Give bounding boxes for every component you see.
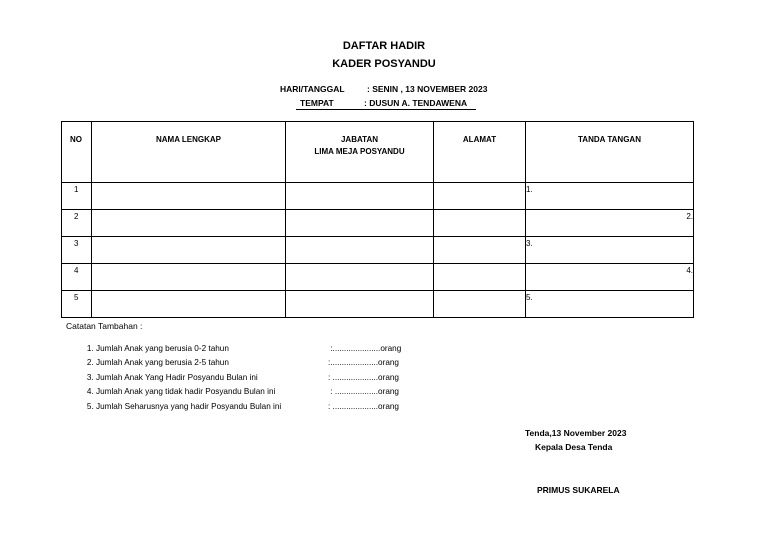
header-underline — [296, 109, 476, 110]
place-value: : DUSUN A. TENDAWENA — [364, 98, 468, 108]
jabatan-cell — [286, 237, 434, 264]
notes-list — [68, 342, 408, 414]
day-value: : SENIN , 13 NOVEMBER 2023 — [367, 84, 488, 94]
table-row — [62, 237, 694, 264]
note-value: :.....................orang — [328, 344, 402, 353]
column-header-alamat: ALAMAT — [434, 122, 526, 183]
attendance-table — [61, 121, 694, 318]
note-value: : ....................orang — [328, 401, 399, 411]
note-label: Jumlah Anak yang tidak hadir Posyandu Bulan ini — [96, 387, 276, 397]
signature-place-date: Tenda,13 November 2023 — [525, 428, 627, 438]
note-value: :.....................orang — [328, 358, 399, 368]
note-value: : ...................orang — [328, 387, 399, 397]
signature-cell: 4. — [526, 264, 694, 291]
signature-cell: 5. — [526, 291, 694, 318]
signature-cell: 1. — [526, 183, 694, 210]
jabatan-cell — [286, 183, 434, 210]
table-row — [62, 264, 694, 291]
signature-name: PRIMUS SUKARELA — [537, 485, 620, 495]
name-cell — [92, 237, 286, 264]
jabatan-cell — [286, 291, 434, 318]
signature-cell: 3. — [526, 237, 694, 264]
address-cell — [434, 183, 526, 210]
document-subtitle: KADER POSYANDU — [332, 58, 436, 70]
column-header-jabatan — [286, 122, 434, 183]
name-cell — [92, 210, 286, 237]
jabatan-cell — [286, 210, 434, 237]
list-item — [96, 342, 408, 356]
column-header-jabatan-sub: LIMA MEJA POSYANDU — [314, 147, 405, 156]
document-title: DAFTAR HADIR — [342, 40, 426, 52]
note-label: Jumlah Seharusnya yang hadir Posyandu Bulan ini — [96, 401, 282, 411]
table-row — [62, 210, 694, 237]
address-cell — [434, 210, 526, 237]
note-label: Jumlah Anak Yang Hadir Posyandu Bulan ini — [96, 372, 258, 382]
name-cell — [92, 264, 286, 291]
signature-cell: 2. — [526, 210, 694, 237]
jabatan-cell — [286, 264, 434, 291]
list-item — [96, 385, 408, 399]
name-cell — [92, 291, 286, 318]
name-cell — [92, 183, 286, 210]
note-label: Jumlah Anak yang berusia 0-2 tahun — [96, 344, 229, 353]
signature-position: Kepala Desa Tenda — [535, 442, 613, 452]
notes-title: Catatan Tambahan : — [66, 321, 143, 331]
table-header-row — [62, 122, 694, 183]
column-header-signature: TANDA TANGAN — [526, 122, 694, 183]
column-header-name: NAMA LENGKAP — [92, 122, 286, 183]
row-number: 1 — [62, 183, 92, 210]
row-number: 3 — [62, 237, 92, 264]
row-number: 4 — [62, 264, 92, 291]
address-cell — [434, 291, 526, 318]
note-value: : ....................orang — [328, 372, 399, 382]
list-item — [96, 371, 408, 385]
column-header-jabatan-title: JABATAN — [340, 135, 379, 144]
note-label: Jumlah Anak yang berusia 2-5 tahun — [96, 358, 229, 368]
place-label: TEMPAT — [300, 98, 334, 108]
list-item — [96, 400, 408, 414]
day-label: HARI/TANGGAL — [280, 84, 345, 94]
row-number: 5 — [62, 291, 92, 318]
list-item — [96, 356, 408, 370]
table-row — [62, 183, 694, 210]
address-cell — [434, 264, 526, 291]
row-number: 2 — [62, 210, 92, 237]
address-cell — [434, 237, 526, 264]
table-row — [62, 291, 694, 318]
column-header-no: NO — [62, 122, 92, 183]
